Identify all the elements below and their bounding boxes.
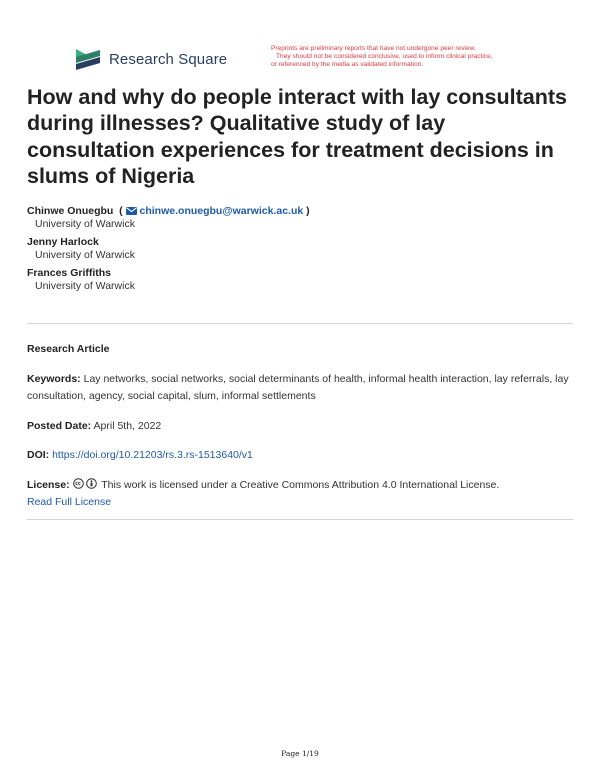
logo-text: Research Square xyxy=(109,50,228,68)
preprint-disclaimer xyxy=(271,45,561,69)
keywords-value: Lay networks, social networks, social determinants of health, informal health interaction, lay referrals, lay consultation, agency, social capital, slum, informal settlements xyxy=(27,373,569,402)
author-affiliation: University of Warwick xyxy=(35,218,135,230)
license-label: License: xyxy=(27,479,70,491)
keywords xyxy=(27,371,573,405)
posted-date-value: April 5th, 2022 xyxy=(93,420,162,432)
author-name: Chinwe Onuegbu ( chinwe.onuegbu@warwick.ac.uk ) xyxy=(27,205,310,217)
disclaimer-line: They should not be considered conclusive, used to inform clinical practice, xyxy=(276,53,493,60)
license xyxy=(27,477,573,511)
author-name: Jenny Harlock xyxy=(27,236,99,248)
author-name: Frances Griffiths xyxy=(27,267,112,279)
paper-title: How and why do people interact with lay consultants during illnesses? Qualitative study of lay consultation experiences for treatment decisions in slums of Nigeria xyxy=(27,85,567,188)
author-affiliation: University of Warwick xyxy=(35,249,135,261)
page-number: Page 1/19 xyxy=(281,749,319,758)
doi-link[interactable]: https://doi.org/10.21203/rs.3.rs-1513640/v1 xyxy=(52,449,253,461)
doi-label: DOI: xyxy=(27,449,50,461)
envelope-icon xyxy=(126,207,137,215)
article-type: Research Article xyxy=(27,343,110,355)
research-square-logo[interactable] xyxy=(74,46,227,72)
posted-date-label: Posted Date: xyxy=(27,420,92,432)
author-list xyxy=(27,205,310,298)
disclaimer-line: Preprints are preliminary reports that have not undergone peer review. xyxy=(271,45,476,52)
keywords-label: Keywords: xyxy=(27,373,81,385)
creative-commons-icon xyxy=(73,478,84,489)
author-affiliation: University of Warwick xyxy=(35,280,135,292)
disclaimer-line: or referenced by the media as validated information. xyxy=(271,61,424,68)
attribution-icon xyxy=(86,478,97,489)
divider xyxy=(27,323,573,324)
research-square-logo-icon xyxy=(74,46,102,72)
posted-date xyxy=(27,418,573,435)
read-full-license-link[interactable]: Read Full License xyxy=(27,496,112,508)
doi xyxy=(27,447,573,464)
author-email-link[interactable]: chinwe.onuegbu@warwick.ac.uk xyxy=(139,205,304,217)
divider xyxy=(27,519,573,520)
license-text: This work is licensed under a Creative Commons Attribution 4.0 International License. xyxy=(101,479,500,491)
